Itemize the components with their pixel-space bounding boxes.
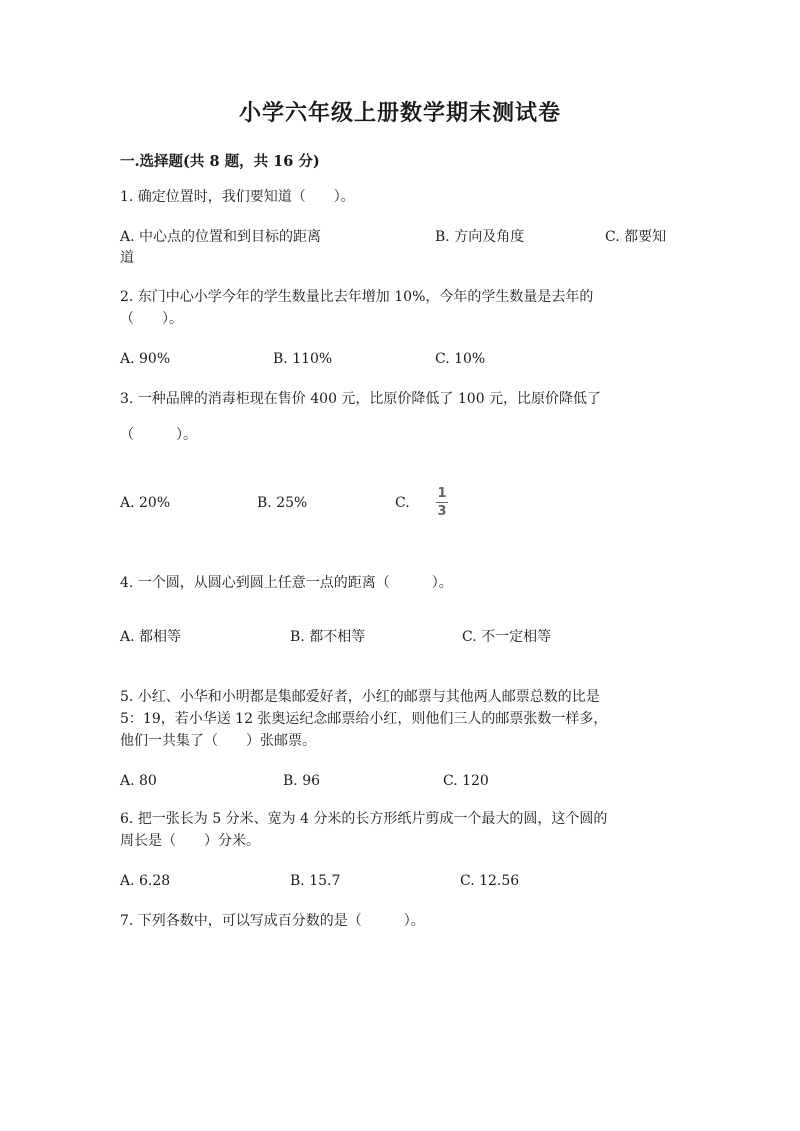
section-heading: 一.选择题(共 8 题，共 16 分) <box>120 153 320 170</box>
question-7: 7. 下列各数中，可以写成百分数的是（ ）。 <box>120 913 425 929</box>
q5-option-b: B. 96 <box>283 773 321 789</box>
q4-option-b: B. 都不相等 <box>290 629 366 645</box>
q3-option-c: C. <box>395 495 410 511</box>
question-1: 1. 确定位置时，我们要知道（ ）。 <box>120 189 355 205</box>
q3-fraction <box>434 487 450 519</box>
q1-option-b: B. 方向及角度 <box>435 229 525 245</box>
question-6-line-1: 6. 把一张长为 5 分米、宽为 4 分米的长方形纸片剪成一个最大的圆，这个圆的 <box>120 811 608 827</box>
q2-option-a: A. 90% <box>120 351 171 367</box>
q6-option-b: B. 15.7 <box>290 873 341 889</box>
q5-option-c: C. 120 <box>443 773 489 789</box>
question-6-line-2: 周长是（ ）分米。 <box>120 833 260 849</box>
q2-option-b: B. 110% <box>273 351 333 367</box>
q4-option-a: A. 都相等 <box>120 629 182 645</box>
q6-option-c: C. 12.56 <box>460 873 520 889</box>
question-4: 4. 一个圆，从圆心到圆上任意一点的距离（ ）。 <box>120 575 453 591</box>
question-2-line-1: 2. 东门中心小学今年的学生数量比去年增加 10%，今年的学生数量是去年的 <box>120 289 594 305</box>
fraction-bar <box>436 502 448 503</box>
q3-option-b: B. 25% <box>257 495 308 511</box>
question-5-line-3: 他们一共集了（ ）张邮票。 <box>120 733 316 749</box>
question-5-line-1: 5. 小红、小华和小明都是集邮爱好者，小红的邮票与其他两人邮票总数的比是 <box>120 689 600 705</box>
q5-option-a: A. 80 <box>120 773 157 789</box>
question-2-line-2: （ ）。 <box>120 311 183 327</box>
page-title: 小学六年级上册数学期末测试卷 <box>238 100 561 126</box>
q1-option-c-wrap: 道 <box>120 250 134 266</box>
q6-option-a: A. 6.28 <box>120 873 171 889</box>
fraction-numerator: 1 <box>437 486 447 501</box>
fraction-denominator: 3 <box>437 504 447 519</box>
q4-option-c: C. 不一定相等 <box>462 629 552 645</box>
question-3-line-2: （ ）。 <box>120 427 197 443</box>
q3-option-a: A. 20% <box>120 495 171 511</box>
question-3-line-1: 3. 一种品牌的消毒柜现在售价 400 元，比原价降低了 100 元，比原价降低了 <box>120 391 602 407</box>
q1-option-c: C. 都要知 <box>605 229 667 245</box>
question-5-line-2: 5：19，若小华送 12 张奥运纪念邮票给小红，则他们三人的邮票张数一样多， <box>120 711 608 727</box>
q1-option-a: A. 中心点的位置和到目标的距离 <box>120 229 322 245</box>
q2-option-c: C. 10% <box>435 351 486 367</box>
